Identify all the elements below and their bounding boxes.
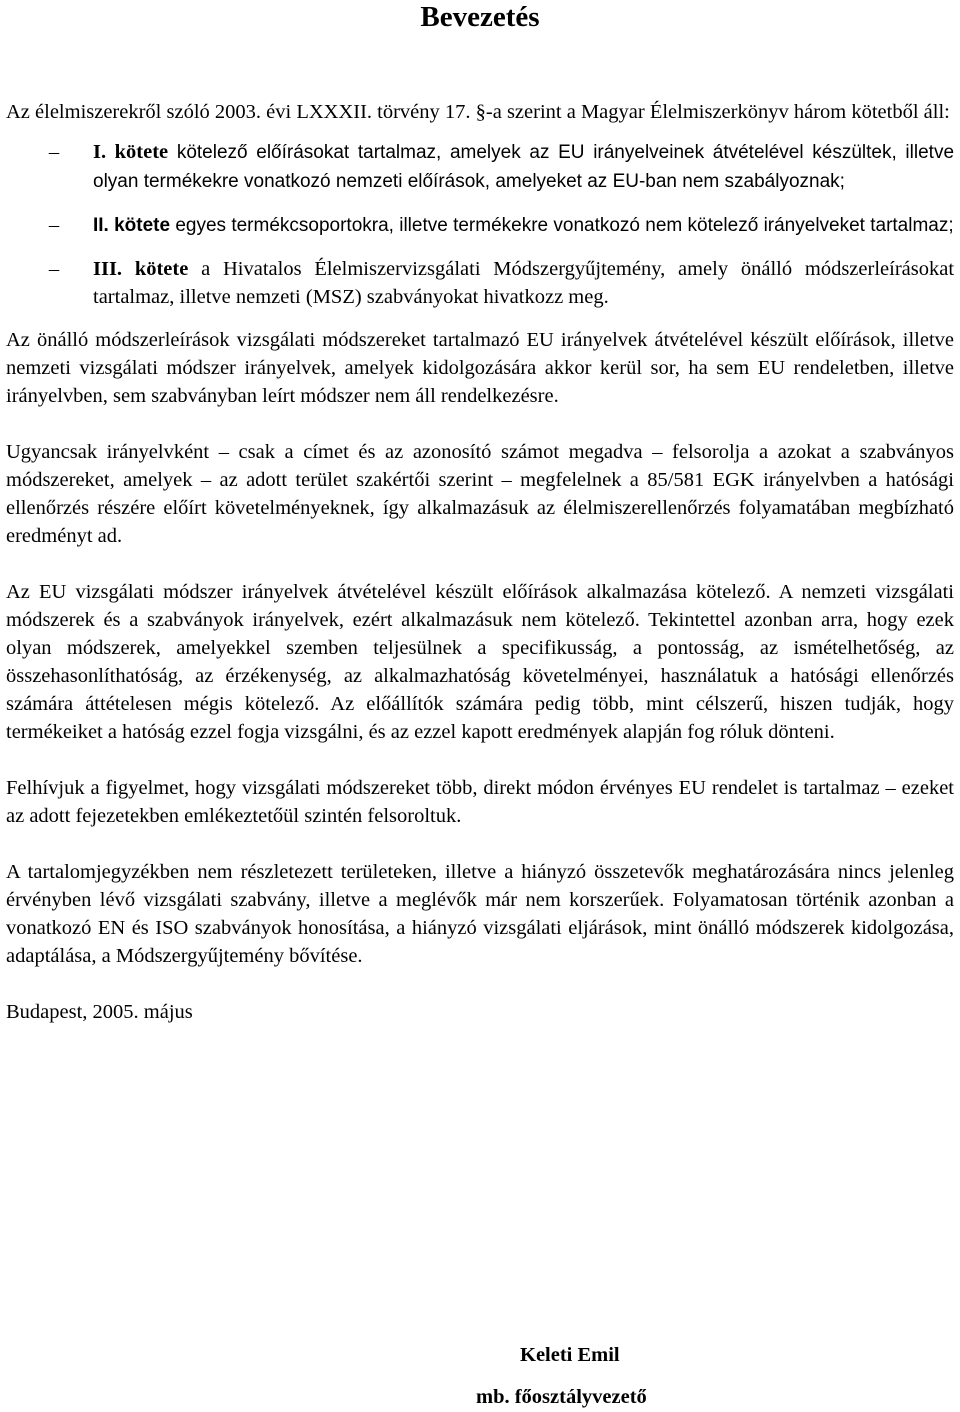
dash-bullet: – bbox=[48, 141, 60, 163]
volume-label: I. kötete bbox=[93, 141, 169, 163]
volume-description: a Hivatalos Élelmiszervizsgálati Módszergyűjtemény, amely önálló módszerleírásokat tartalmaz, illetve nemzeti (MSZ) szabványokat hivatkozz meg. bbox=[93, 258, 955, 308]
dash-bullet: – bbox=[48, 258, 60, 280]
volume-list bbox=[6, 138, 954, 311]
list-item bbox=[6, 138, 954, 196]
page-title: Bevezetés bbox=[420, 1, 540, 33]
signature-name: Keleti Emil bbox=[520, 1344, 620, 1366]
body-paragraph: Felhívjuk a figyelmet, hogy vizsgálati módszereket több, direkt módon érvényes EU rendelet is tartalmaz – ezeket az adott fejezetekben emlékeztetőül szintén felsoroltuk. bbox=[6, 777, 954, 827]
signature-title: mb. főosztályvezető bbox=[476, 1386, 647, 1408]
volume-description: egyes termékcsoportokra, illetve termékekre vonatkozó nem kötelező irányelveket tartalmaz; bbox=[170, 215, 954, 236]
list-item bbox=[6, 211, 954, 240]
body-paragraph: Ugyancsak irányelvként – csak a címet és az azonosító számot megadva – felsorolja a azokat a szabványos módszereket, amelyek – az adott terület szakértői szerint – megfelelnek a 85/581 EGK irányelvben a hatósági ellenőrzés részére előírt követelményeknek, így alkalmazásuk az élelmiszerellenőrzés folyamatában megbízható eredményt ad. bbox=[6, 441, 954, 547]
body-paragraph: Az EU vizsgálati módszer irányelvek átvételével készült előírások alkalmazása kötelező. A nemzeti vizsgálati módszerek és a szabványok irányelvek, ezért alkalmazásuk nem kötelező. Tekintettel azonban arra, hogy ezek olyan módszerek, amelyekkel szemben teljesülnek a specifikusság, a pontosság, az ismételhetőség, az összehasonlíthatóság, az érzékenység, az alkalmazhatóság követelményei, használatuk a hatósági ellenőrzés számára áttételesen mégis kötelező. Az előállítók számára pedig több, mint célszerű, hiszen tudják, hogy termékeiket a hatóság ezzel fogja vizsgálni, és az ezzel kapott eredmények alapján fog róluk dönteni. bbox=[6, 581, 954, 743]
intro-paragraph: Az élelmiszerekről szóló 2003. évi LXXXII. törvény 17. §-a szerint a Magyar Élelmiszerkönyv három kötetből áll: bbox=[6, 101, 950, 123]
list-item bbox=[6, 255, 954, 311]
dash-bullet: – bbox=[48, 214, 60, 236]
body-paragraph: Az önálló módszerleírások vizsgálati módszereket tartalmazó EU irányelvek átvételével készült előírások, illetve nemzeti vizsgálati módszer irányelvek, amelyek kidolgozására akkor kerül sor, ha sem EU rendeletben, illetve irányelvben, sem szabványban leírt módszer nem áll rendelkezésre. bbox=[6, 329, 954, 407]
place-date: Budapest, 2005. május bbox=[6, 1001, 193, 1023]
volume-description: kötelező előírásokat tartalmaz, amelyek az EU irányelveinek átvételével készültek, illetve olyan termékekre vonatkozó nemzeti előírások, amelyeket az EU-ban nem szabályoznak; bbox=[93, 142, 955, 192]
volume-label: II. kötete bbox=[93, 215, 171, 236]
body-paragraph: A tartalomjegyzékben nem részletezett területeken, illetve a hiányzó összetevők meghatározására nincs jelenleg érvényben lévő vizsgálati szabvány, illetve a meglévők már nem korszerűek. Folyamatosan történik azonban a vonatkozó EN és ISO szabványok honosítása, a hiányzó vizsgálati eljárások, mint önálló módszerek kidolgozása, adaptálása, a Módszergyűjtemény bővítése. bbox=[6, 861, 954, 967]
volume-label: III. kötete bbox=[93, 258, 189, 280]
document-page bbox=[6, 0, 954, 1026]
